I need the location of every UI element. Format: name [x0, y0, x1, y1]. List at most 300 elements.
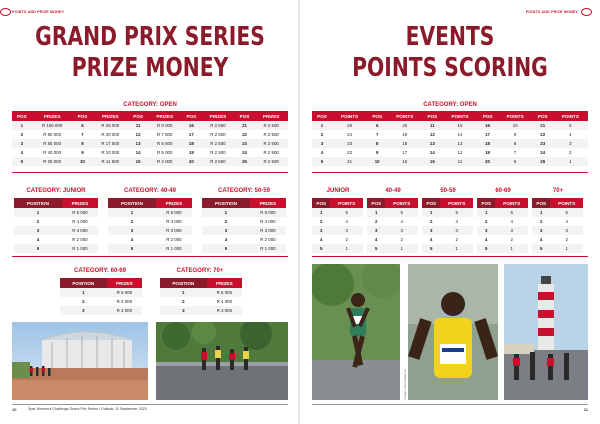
value-cell: 14 [442, 130, 477, 139]
value-cell: 4 [440, 217, 473, 226]
value-cell: 3 [553, 139, 588, 148]
column-header: POSITION [108, 198, 156, 208]
position-cell: 9 [73, 148, 93, 157]
value-cell: R 2 500 [254, 148, 288, 157]
category-points-table [532, 198, 583, 253]
table-row [160, 306, 242, 315]
position-cell: 3 [160, 306, 207, 315]
value-cell: 15 [442, 121, 477, 130]
column-header: POS [73, 111, 93, 121]
position-cell: 5 [367, 244, 385, 253]
position-cell: 2 [422, 217, 440, 226]
runner-two-photo [408, 264, 498, 400]
value-cell: 1 [440, 244, 473, 253]
divider [12, 256, 288, 257]
column-header: POINTS [498, 111, 533, 121]
category-junior-label: CATEGORY: JUNIOR [26, 188, 86, 194]
category-open-label: CATEGORY: OPEN [123, 102, 177, 108]
table-header-row [477, 198, 528, 208]
junior-prize-table [14, 198, 98, 253]
value-cell: R 1 000 [62, 244, 98, 253]
value-cell: R 25 000 [32, 157, 73, 166]
column-header: PRIZES [92, 111, 128, 121]
value-cell: R 40 000 [32, 148, 73, 157]
value-cell: 18 [387, 139, 422, 148]
column-header: PRIZES [62, 198, 98, 208]
position-cell: 22 [533, 130, 553, 139]
value-cell: 16 [387, 157, 422, 166]
column-header: PRIZES [250, 198, 286, 208]
70-plus-prize-table [160, 278, 242, 315]
category-70-plus-label: CATEGORY: 70+ [176, 268, 224, 274]
value-cell: 3 [440, 226, 473, 235]
50-59-prize-table [202, 198, 286, 253]
footer-text: Spar Women's Challenge Grand Prix Series / Outlook, 11 September 2023 [28, 407, 147, 411]
table-header-row [160, 278, 242, 288]
position-cell: 5 [532, 244, 550, 253]
open-points-table [312, 111, 588, 166]
value-cell: 5 [495, 208, 528, 217]
stadium-runners-photo [12, 322, 148, 400]
table-row [532, 217, 583, 226]
column-header: POS [367, 198, 385, 208]
divider [12, 172, 288, 173]
value-cell: 22 [332, 148, 367, 157]
position-cell: 21 [533, 121, 553, 130]
position-cell: 1 [108, 208, 156, 217]
value-cell: 4 [330, 217, 363, 226]
position-cell: 14 [128, 148, 148, 157]
value-cell: R 3 000 [250, 226, 286, 235]
column-header: POINTS [440, 198, 473, 208]
position-cell: 3 [477, 226, 495, 235]
category-label: 60-69 [495, 188, 511, 194]
position-cell: 16 [182, 121, 202, 130]
position-cell: 1 [422, 208, 440, 217]
value-cell: 12 [442, 148, 477, 157]
value-cell: 2 [550, 235, 583, 244]
lighthouse-race-photo [504, 264, 588, 400]
position-cell: 5 [108, 244, 156, 253]
table-row [160, 297, 242, 306]
value-cell: R 2 500 [201, 157, 235, 166]
value-cell: 17 [387, 148, 422, 157]
column-header: POINTS [385, 198, 418, 208]
table-row [532, 244, 583, 253]
value-cell: R 6 500 [148, 139, 182, 148]
position-cell: 25 [235, 157, 255, 166]
category-points-table [477, 198, 528, 253]
table-header-row [12, 111, 288, 121]
value-cell: R 55 000 [32, 139, 73, 148]
value-cell: R 2 500 [254, 121, 288, 130]
position-cell: 2 [367, 217, 385, 226]
table-row [422, 208, 473, 217]
value-cell: 1 [385, 244, 418, 253]
position-cell: 15 [422, 157, 442, 166]
table-row [108, 217, 192, 226]
position-cell: 2 [14, 217, 62, 226]
column-header: POSITION [60, 278, 107, 288]
position-cell: 24 [235, 148, 255, 157]
category-label: 70+ [552, 188, 564, 194]
value-cell: R 2 500 [254, 139, 288, 148]
value-cell: R 17 500 [92, 139, 128, 148]
position-cell: 5 [312, 157, 332, 166]
column-header: POSITION [202, 198, 250, 208]
value-cell: R 3 000 [156, 226, 192, 235]
table-header-row [202, 198, 286, 208]
position-cell: 10 [367, 157, 387, 166]
table-row [14, 208, 98, 217]
value-cell: R 11 500 [92, 157, 128, 166]
table-header-row [14, 198, 98, 208]
table-row [477, 244, 528, 253]
value-cell: 3 [495, 226, 528, 235]
column-header: POS [312, 111, 332, 121]
column-header: POINTS [553, 111, 588, 121]
column-header: POS [422, 198, 440, 208]
position-cell: 4 [12, 148, 32, 157]
table-row [160, 288, 242, 297]
table-row [422, 226, 473, 235]
value-cell: 5 [440, 208, 473, 217]
position-cell: 11 [128, 121, 148, 130]
value-cell: 4 [553, 130, 588, 139]
position-cell: 20 [182, 157, 202, 166]
column-header: POS [367, 111, 387, 121]
position-cell: 3 [367, 226, 385, 235]
title-line-2: POINTS SCORING [352, 53, 548, 83]
position-cell: 1 [202, 208, 250, 217]
position-cell: 5 [422, 244, 440, 253]
category-60-69-label: CATEGORY: 60-69 [74, 268, 126, 274]
table-header-row [532, 198, 583, 208]
value-cell: R 6 000 [156, 208, 192, 217]
value-cell: R 2 500 [201, 130, 235, 139]
position-cell: 23 [533, 139, 553, 148]
table-row [60, 288, 142, 297]
position-cell: 13 [422, 139, 442, 148]
table-row [532, 208, 583, 217]
column-header: POSITION [160, 278, 207, 288]
value-cell: 1 [495, 244, 528, 253]
value-cell: 9 [498, 130, 533, 139]
table-row [367, 235, 418, 244]
column-header: POINTS [332, 111, 367, 121]
value-cell: R 2 500 [254, 130, 288, 139]
position-cell: 3 [312, 139, 332, 148]
60-69-prize-table [60, 278, 142, 315]
position-cell: 2 [477, 217, 495, 226]
column-header: PRIZES [207, 278, 242, 288]
value-cell: R 25 000 [92, 121, 128, 130]
position-cell: 5 [202, 244, 250, 253]
value-cell: R 7 500 [148, 130, 182, 139]
table-row [312, 157, 588, 166]
race-logo-icon [581, 8, 592, 16]
position-cell: 19 [182, 148, 202, 157]
table-row [367, 244, 418, 253]
column-header: PRIZES [107, 278, 142, 288]
position-cell: 7 [73, 130, 93, 139]
position-cell: 3 [60, 306, 107, 315]
section-header: POINTS AND PRIZE MONEY [525, 10, 578, 14]
position-cell: 8 [367, 139, 387, 148]
position-cell: 1 [60, 288, 107, 297]
table-row [312, 235, 363, 244]
column-header: POINTS [330, 198, 363, 208]
position-cell: 18 [182, 139, 202, 148]
table-row [108, 235, 192, 244]
position-cell: 4 [422, 235, 440, 244]
table-header-row [367, 198, 418, 208]
position-cell: 1 [532, 208, 550, 217]
value-cell: R 2 000 [62, 235, 98, 244]
value-cell: 5 [385, 208, 418, 217]
position-cell: 3 [202, 226, 250, 235]
title-line-1: EVENTS [405, 22, 495, 52]
column-header: POS [478, 111, 498, 121]
table-row [14, 235, 98, 244]
column-header: POSITION [14, 198, 62, 208]
table-row [312, 226, 363, 235]
value-cell: 4 [550, 217, 583, 226]
position-cell: 1 [312, 208, 330, 217]
table-header-row [60, 278, 142, 288]
table-header-row [312, 198, 363, 208]
value-cell: 10 [498, 121, 533, 130]
value-cell: R 1 000 [156, 244, 192, 253]
category-label: 50-59 [440, 188, 456, 194]
value-cell: R 1 000 [250, 244, 286, 253]
road-race-photo [156, 322, 288, 400]
value-cell: R 2 500 [201, 148, 235, 157]
position-cell: 1 [367, 208, 385, 217]
value-cell: R 150 000 [32, 121, 73, 130]
footer-rule [12, 404, 288, 405]
table-row [14, 217, 98, 226]
column-header: POS [312, 198, 330, 208]
table-row [477, 235, 528, 244]
position-cell: 5 [477, 244, 495, 253]
column-header: POS [182, 111, 202, 121]
table-row [108, 208, 192, 217]
position-cell: 1 [477, 208, 495, 217]
table-row [422, 244, 473, 253]
title-line-2: PRIZE MONEY [71, 53, 229, 83]
value-cell: 5 [330, 208, 363, 217]
runner-one-photo [312, 264, 400, 400]
category-50-59-label: CATEGORY: 50-59 [218, 188, 270, 194]
position-cell: 1 [312, 121, 332, 130]
table-row [14, 244, 98, 253]
value-cell: 1 [550, 244, 583, 253]
value-cell: 4 [495, 217, 528, 226]
divider [312, 256, 588, 257]
footer-rule [312, 404, 588, 405]
table-row [108, 244, 192, 253]
position-cell: 3 [532, 226, 550, 235]
value-cell: 19 [387, 130, 422, 139]
value-cell: 25 [332, 121, 367, 130]
position-cell: 12 [422, 130, 442, 139]
value-cell: R 4 000 [62, 217, 98, 226]
position-cell: 3 [12, 139, 32, 148]
position-cell: 7 [367, 130, 387, 139]
column-header: POINTS [387, 111, 422, 121]
value-cell: R 2 500 [254, 157, 288, 166]
column-header: PRIZES [254, 111, 288, 121]
position-cell: 2 [60, 297, 107, 306]
position-cell: 4 [202, 235, 250, 244]
table-row [12, 157, 288, 166]
table-row [312, 208, 363, 217]
table-row [14, 226, 98, 235]
table-header-row [108, 198, 192, 208]
position-cell: 2 [108, 217, 156, 226]
value-cell: R 4 000 [207, 297, 242, 306]
position-cell: 4 [312, 235, 330, 244]
position-cell: 4 [14, 235, 62, 244]
value-cell: 5 [550, 208, 583, 217]
value-cell: 11 [442, 157, 477, 166]
value-cell: 2 [495, 235, 528, 244]
title-line-1: GRAND PRIX SERIES [35, 22, 265, 52]
page-number: 10 [12, 407, 17, 412]
position-cell: 23 [235, 139, 255, 148]
value-cell: R 6 000 [62, 208, 98, 217]
position-cell: 4 [477, 235, 495, 244]
table-row [12, 139, 288, 148]
position-cell: 3 [14, 226, 62, 235]
table-row [367, 217, 418, 226]
column-header: PRIZES [148, 111, 182, 121]
category-points-table [422, 198, 473, 253]
position-cell: 24 [533, 148, 553, 157]
table-row [422, 235, 473, 244]
column-header: PRIZES [156, 198, 192, 208]
value-cell: R 90 000 [32, 130, 73, 139]
table-row [422, 217, 473, 226]
position-cell: 11 [422, 121, 442, 130]
value-cell: R 4 000 [250, 217, 286, 226]
position-cell: 13 [128, 139, 148, 148]
value-cell: R 10 000 [92, 148, 128, 157]
position-cell: 20 [478, 157, 498, 166]
position-cell: 18 [478, 139, 498, 148]
category-open-label: CATEGORY: OPEN [423, 102, 477, 108]
position-cell: 2 [312, 217, 330, 226]
table-row [60, 297, 142, 306]
position-cell: 17 [182, 130, 202, 139]
category-label: 40-49 [385, 188, 401, 194]
column-header: POS [128, 111, 148, 121]
table-row [532, 226, 583, 235]
table-row [202, 235, 286, 244]
value-cell: 2 [440, 235, 473, 244]
position-cell: 9 [367, 148, 387, 157]
value-cell: R 9 000 [148, 121, 182, 130]
value-cell: R 20 000 [92, 130, 128, 139]
column-header: POS [533, 111, 553, 121]
page-number: 11 [583, 407, 588, 412]
value-cell: R 2 500 [201, 139, 235, 148]
column-header: POS [12, 111, 32, 121]
position-cell: 2 [160, 297, 207, 306]
position-cell: 3 [108, 226, 156, 235]
table-row [312, 148, 588, 157]
position-cell: 4 [108, 235, 156, 244]
value-cell: 6 [498, 157, 533, 166]
value-cell: 2 [385, 235, 418, 244]
position-cell: 3 [312, 226, 330, 235]
value-cell: 2 [553, 148, 588, 157]
category-label: JUNIOR [326, 188, 350, 194]
position-cell: 5 [12, 157, 32, 166]
table-row [202, 244, 286, 253]
table-row [60, 306, 142, 315]
position-cell: 2 [312, 130, 332, 139]
value-cell: R 4 000 [148, 157, 182, 166]
photo-credit: Images: Reg Caldecott [403, 369, 407, 400]
page-title [333, 22, 567, 84]
table-row [477, 217, 528, 226]
table-row [477, 226, 528, 235]
table-row [202, 217, 286, 226]
value-cell: 8 [498, 139, 533, 148]
section-header: POINTS AND PRIZE MONEY [12, 10, 65, 14]
value-cell: 1 [553, 157, 588, 166]
table-row [532, 235, 583, 244]
table-row [312, 130, 588, 139]
position-cell: 10 [73, 157, 93, 166]
race-logo-icon [0, 8, 11, 16]
position-cell: 22 [235, 130, 255, 139]
value-cell: 23 [332, 139, 367, 148]
category-points-table [367, 198, 418, 253]
value-cell: 21 [332, 157, 367, 166]
position-cell: 1 [160, 288, 207, 297]
position-cell: 5 [312, 244, 330, 253]
open-prize-table [12, 111, 288, 166]
position-cell: 4 [532, 235, 550, 244]
column-header: POS [422, 111, 442, 121]
column-header: PRIZES [201, 111, 235, 121]
value-cell: R 3 000 [207, 306, 242, 315]
position-cell: 16 [478, 121, 498, 130]
position-cell: 2 [532, 217, 550, 226]
column-header: PRIZES [32, 111, 73, 121]
position-cell: 5 [14, 244, 62, 253]
position-cell: 14 [422, 148, 442, 157]
position-cell: 2 [202, 217, 250, 226]
value-cell: 13 [442, 139, 477, 148]
position-cell: 15 [128, 157, 148, 166]
value-cell: R 4 000 [107, 297, 142, 306]
value-cell: 3 [330, 226, 363, 235]
position-cell: 6 [367, 121, 387, 130]
column-header: POS [477, 198, 495, 208]
category-40-49-label: CATEGORY: 40-49 [124, 188, 176, 194]
table-row [202, 208, 286, 217]
position-cell: 4 [312, 148, 332, 157]
position-cell: 25 [533, 157, 553, 166]
value-cell: R 6 000 [107, 288, 142, 297]
table-row [12, 148, 288, 157]
40-49-prize-table [108, 198, 192, 253]
table-row [312, 139, 588, 148]
